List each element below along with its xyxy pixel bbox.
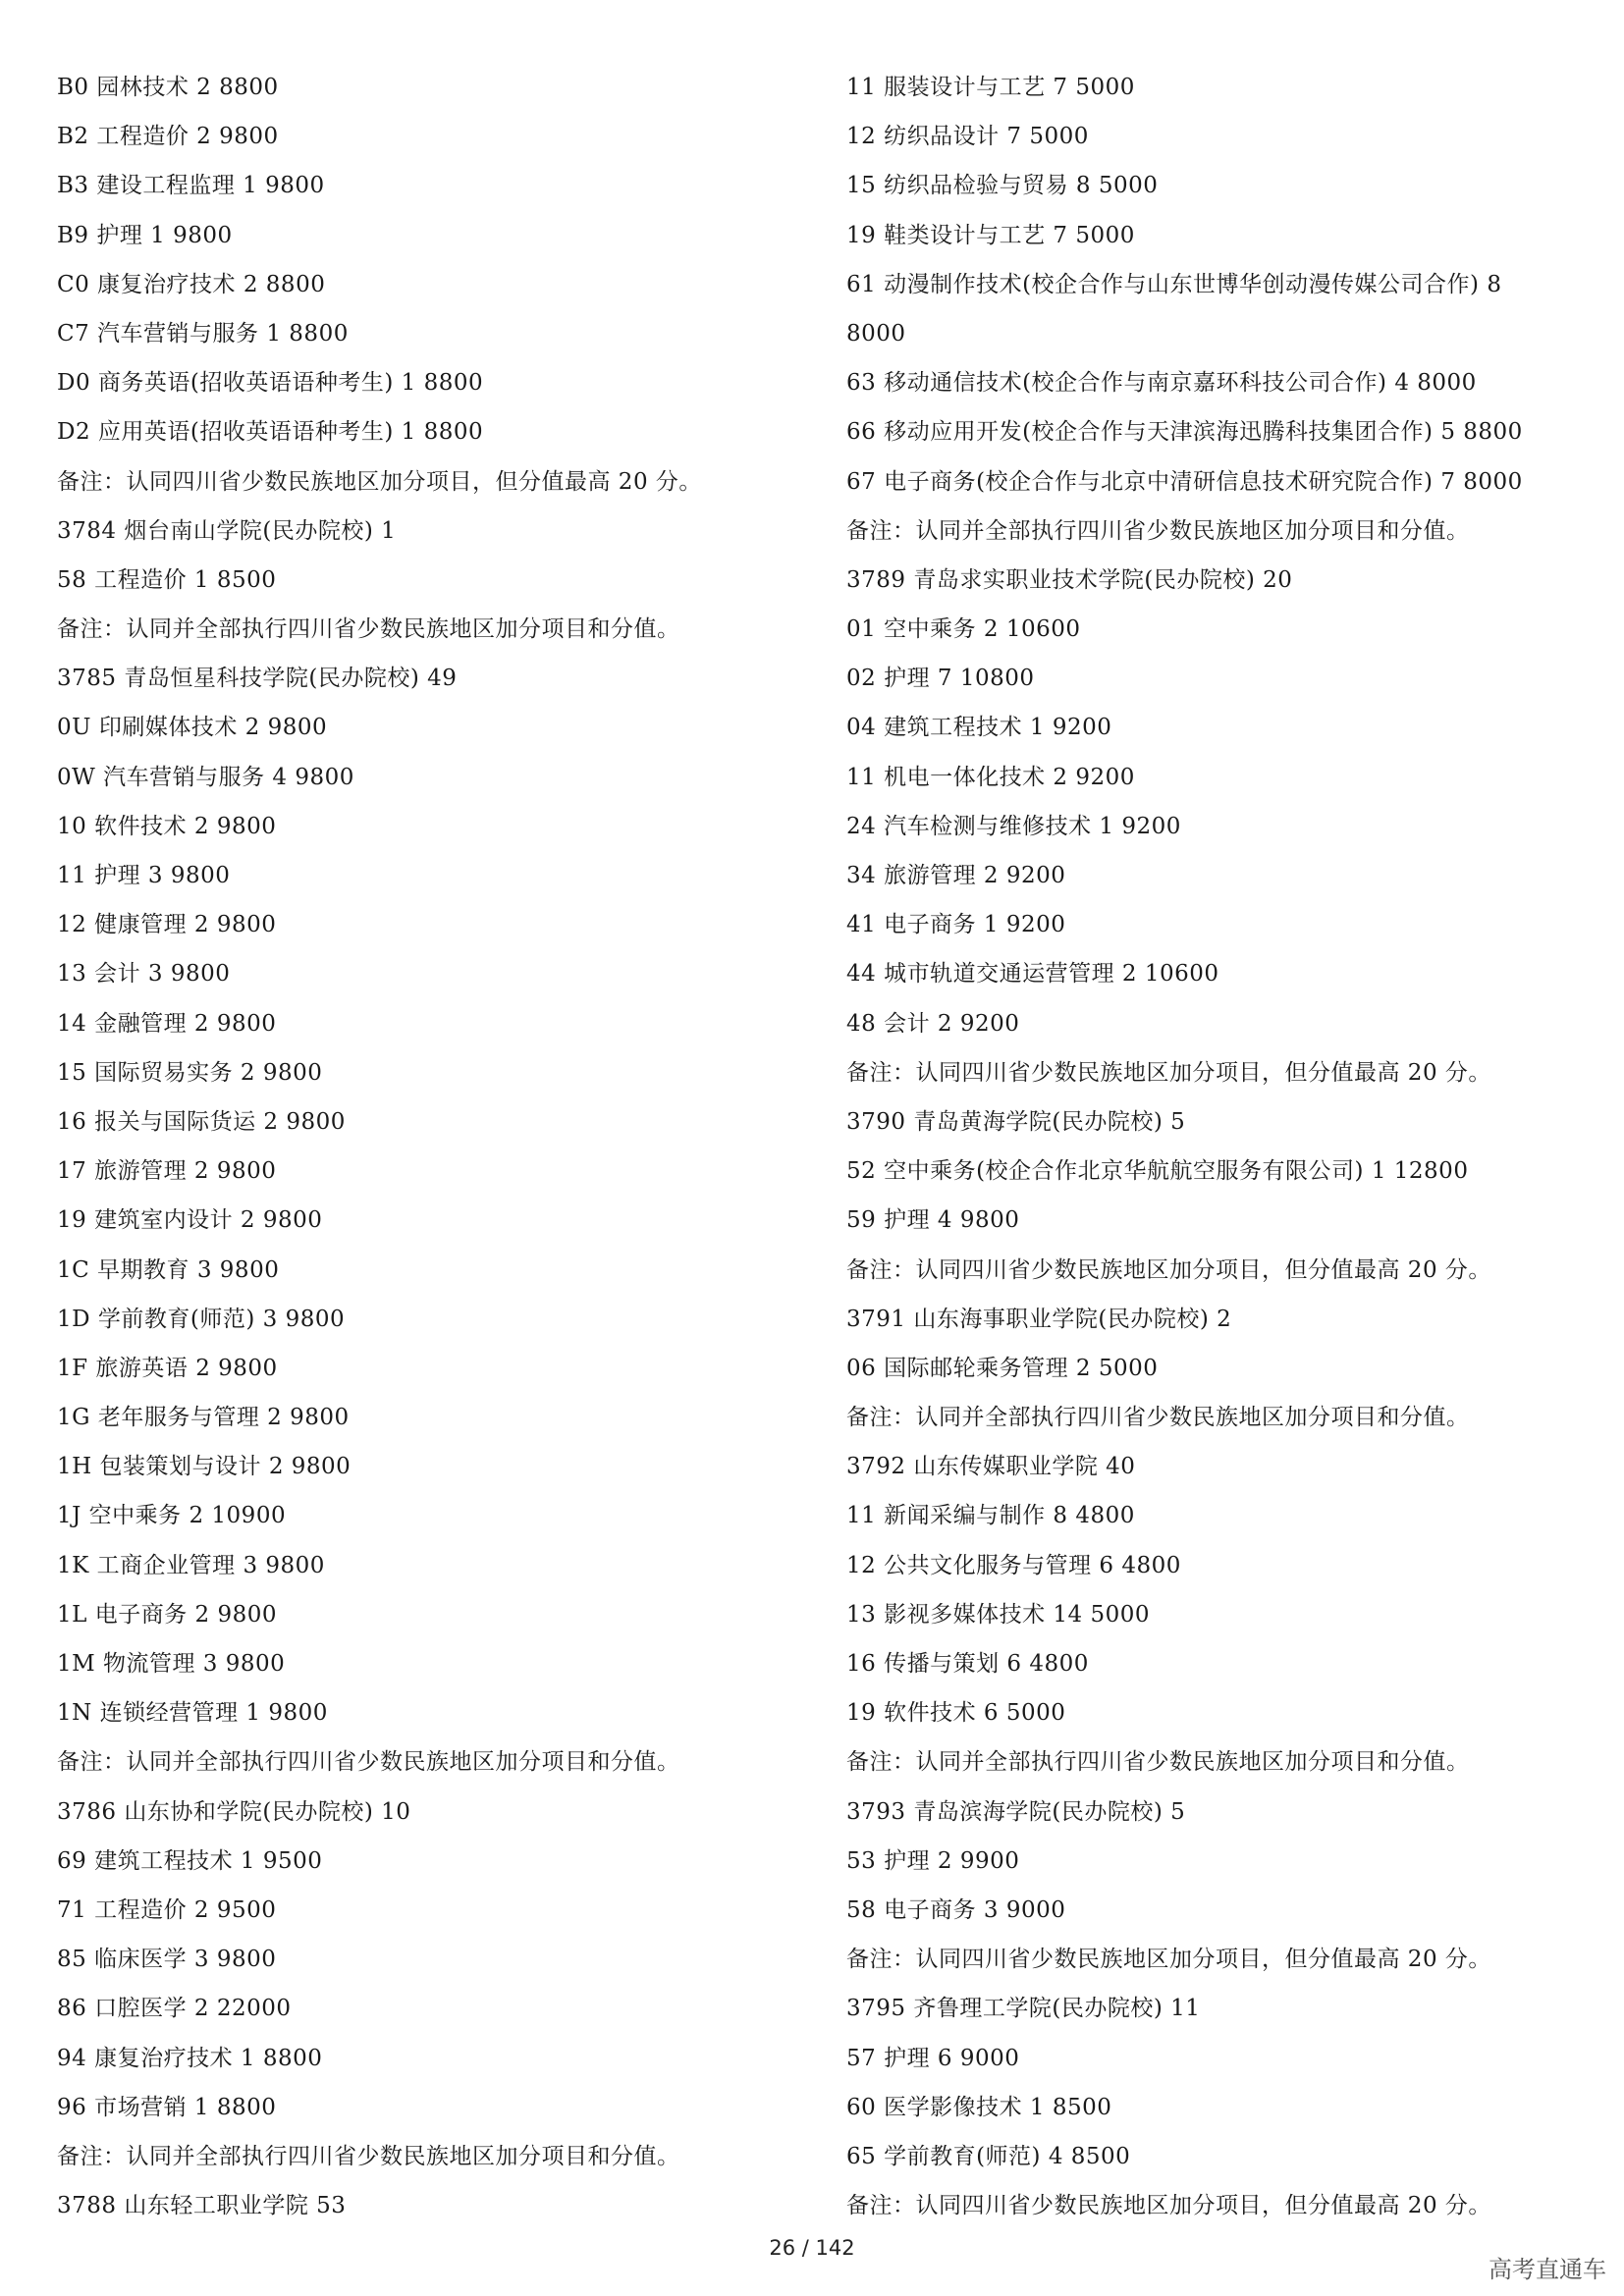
list-item: 12 纺织品设计 7 5000: [846, 124, 1089, 150]
remark-line: 备注：认同四川省少数民族地区加分项目，但分值最高 20 分。: [846, 1256, 1491, 1283]
list-item: 44 城市轨道交通运营管理 2 10600: [846, 961, 1219, 988]
list-item: 19 软件技术 6 5000: [846, 1700, 1066, 1727]
list-item: B3 建设工程监理 1 9800: [57, 173, 325, 199]
remark-line: 备注：认同并全部执行四川省少数民族地区加分项目和分值。: [846, 1749, 1470, 1776]
list-item: 04 建筑工程技术 1 9200: [846, 715, 1112, 741]
list-item: 94 康复治疗技术 1 8800: [57, 2045, 323, 2071]
page-number: 26 / 142: [769, 2236, 855, 2260]
list-item: 0W 汽车营销与服务 4 9800: [57, 764, 354, 790]
institution-header: 3793 青岛滨海学院(民办院校) 5: [846, 1798, 1186, 1825]
list-item: 58 电子商务 3 9000: [846, 1896, 1066, 1923]
remark-line: 备注：认同四川省少数民族地区加分项目，但分值最高 20 分。: [846, 2193, 1491, 2219]
institution-header: 3788 山东轻工职业学院 53: [57, 2193, 347, 2219]
list-item: 16 报关与国际货运 2 9800: [57, 1108, 346, 1135]
list-item: D0 商务英语(招收英语语种考生) 1 8800: [57, 370, 484, 397]
list-item: 10 软件技术 2 9800: [57, 813, 277, 839]
left-column: [57, 63, 803, 2230]
list-item: 34 旅游管理 2 9200: [846, 863, 1066, 888]
list-item: 11 机电一体化技术 2 9200: [846, 764, 1135, 790]
list-item: B0 园林技术 2 8800: [57, 75, 279, 100]
list-item: 63 移动通信技术(校企合作与南京嘉环科技公司合作) 4 8000: [846, 370, 1477, 397]
list-item: 24 汽车检测与维修技术 1 9200: [846, 813, 1181, 839]
list-item: 14 金融管理 2 9800: [57, 1010, 277, 1037]
list-item: 06 国际邮轮乘务管理 2 5000: [846, 1355, 1159, 1381]
remark-line: 备注：认同并全部执行四川省少数民族地区加分项目和分值。: [57, 2143, 680, 2169]
institution-header: 3786 山东协和学院(民办院校) 10: [57, 1798, 411, 1825]
list-item: B9 护理 1 9800: [57, 222, 233, 248]
list-item: 13 会计 3 9800: [57, 961, 231, 988]
list-item: B2 工程造价 2 9800: [57, 124, 279, 150]
list-item: C7 汽车营销与服务 1 8800: [57, 320, 349, 347]
list-item: 1C 早期教育 3 9800: [57, 1256, 280, 1283]
remark-line: 备注：认同并全部执行四川省少数民族地区加分项目和分值。: [57, 616, 680, 643]
list-item: 13 影视多媒体技术 14 5000: [846, 1601, 1150, 1628]
remark-line: 备注：认同并全部执行四川省少数民族地区加分项目和分值。: [846, 1405, 1470, 1431]
list-item: 96 市场营销 1 8800: [57, 2094, 277, 2120]
list-item: 1N 连锁经营管理 1 9800: [57, 1700, 328, 1727]
list-item: 66 移动应用开发(校企合作与天津滨海迅腾科技集团合作) 5 8800: [846, 419, 1523, 446]
list-item: D2 应用英语(招收英语语种考生) 1 8800: [57, 419, 484, 446]
list-item: 52 空中乘务(校企合作北京华航航空服务有限公司) 1 12800: [846, 1158, 1469, 1185]
list-item: 01 空中乘务 2 10600: [846, 616, 1081, 643]
right-column: [846, 63, 1593, 2230]
list-item: 12 健康管理 2 9800: [57, 912, 277, 938]
list-item: 57 护理 6 9000: [846, 2045, 1020, 2071]
list-item: 19 建筑室内设计 2 9800: [57, 1207, 323, 1234]
remark-line: 备注：认同并全部执行四川省少数民族地区加分项目和分值。: [57, 1749, 680, 1776]
list-item: 1G 老年服务与管理 2 9800: [57, 1405, 350, 1431]
list-item: C0 康复治疗技术 2 8800: [57, 271, 326, 297]
institution-header: 3790 青岛黄海学院(民办院校) 5: [846, 1108, 1186, 1135]
institution-header: 3791 山东海事职业学院(民办院校) 2: [846, 1306, 1232, 1332]
remark-line: 备注：认同四川省少数民族地区加分项目，但分值最高 20 分。: [57, 468, 702, 495]
list-item: 1F 旅游英语 2 9800: [57, 1355, 278, 1381]
list-item: 53 护理 2 9900: [846, 1847, 1020, 1874]
list-item: 59 护理 4 9800: [846, 1207, 1020, 1234]
list-item: 41 电子商务 1 9200: [846, 912, 1066, 938]
list-item: 60 医学影像技术 1 8500: [846, 2094, 1112, 2120]
list-item: 69 建筑工程技术 1 9500: [57, 1847, 323, 1874]
list-item: 1L 电子商务 2 9800: [57, 1601, 278, 1628]
list-item: 61 动漫制作技术(校企合作与山东世博华创动漫传媒公司合作) 8: [846, 271, 1502, 297]
list-item: 02 护理 7 10800: [846, 666, 1035, 692]
list-item: 67 电子商务(校企合作与北京中清研信息技术研究院合作) 7 8000: [846, 468, 1523, 495]
list-item: 58 工程造价 1 8500: [57, 566, 277, 593]
list-item: 85 临床医学 3 9800: [57, 1947, 277, 1973]
list-item: 17 旅游管理 2 9800: [57, 1158, 277, 1185]
list-item: 11 服装设计与工艺 7 5000: [846, 75, 1135, 100]
institution-header: 3792 山东传媒职业学院 40: [846, 1454, 1136, 1480]
list-item: 1J 空中乘务 2 10900: [57, 1503, 287, 1529]
list-item: 71 工程造价 2 9500: [57, 1896, 277, 1923]
institution-header: 3789 青岛求实职业技术学院(民办院校) 20: [846, 566, 1293, 593]
list-item: 16 传播与策划 6 4800: [846, 1651, 1089, 1677]
list-item: 1M 物流管理 3 9800: [57, 1651, 286, 1677]
list-item: 15 纺织品检验与贸易 8 5000: [846, 173, 1159, 199]
list-item: 86 口腔医学 2 22000: [57, 1996, 292, 2022]
list-item: 1H 包装策划与设计 2 9800: [57, 1454, 352, 1480]
remark-line: 备注：认同四川省少数民族地区加分项目，但分值最高 20 分。: [846, 1947, 1491, 1973]
watermark: 高考直通车: [1489, 2256, 1606, 2283]
institution-header: 3795 齐鲁理工学院(民办院校) 11: [846, 1996, 1201, 2022]
list-item: 1D 学前教育(师范) 3 9800: [57, 1306, 346, 1332]
list-item: 12 公共文化服务与管理 6 4800: [846, 1552, 1181, 1578]
list-item: 11 护理 3 9800: [57, 863, 231, 888]
institution-header: 3785 青岛恒星科技学院(民办院校) 49: [57, 666, 458, 692]
institution-header: 3784 烟台南山学院(民办院校) 1: [57, 517, 397, 544]
remark-line: 备注：认同并全部执行四川省少数民族地区加分项目和分值。: [846, 517, 1470, 544]
list-item: 1K 工商企业管理 3 9800: [57, 1552, 325, 1578]
list-item: 11 新闻采编与制作 8 4800: [846, 1503, 1135, 1529]
list-item: 15 国际贸易实务 2 9800: [57, 1059, 323, 1086]
list-item: 19 鞋类设计与工艺 7 5000: [846, 222, 1135, 248]
remark-line: 备注：认同四川省少数民族地区加分项目，但分值最高 20 分。: [846, 1059, 1491, 1086]
list-item: 0U 印刷媒体技术 2 9800: [57, 715, 328, 741]
list-item: 65 学前教育(师范) 4 8500: [846, 2143, 1131, 2169]
list-item: 48 会计 2 9200: [846, 1010, 1020, 1037]
list-item: 8000: [846, 320, 906, 347]
